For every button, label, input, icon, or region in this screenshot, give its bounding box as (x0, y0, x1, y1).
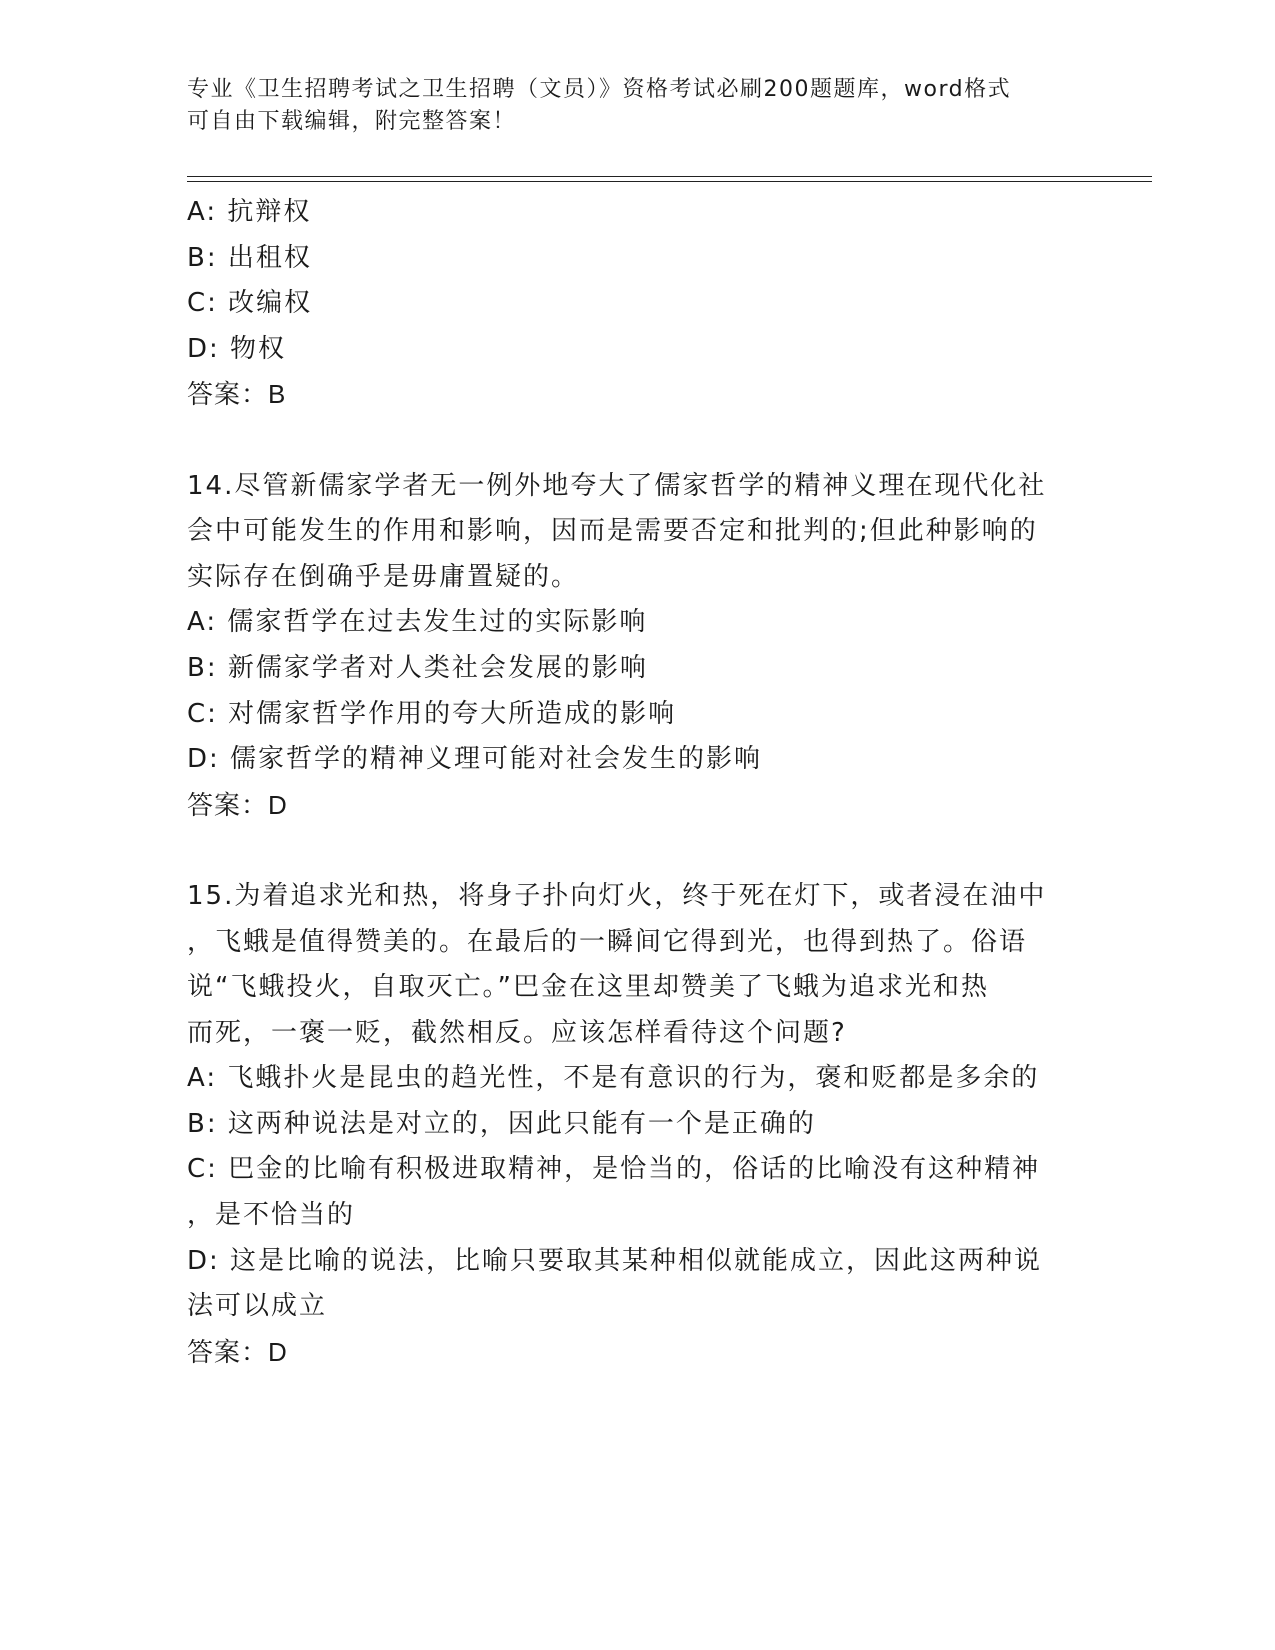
question-stem-line: 实际存在倒确乎是毋庸置疑的。 (187, 561, 580, 592)
question-15 (187, 874, 1087, 1376)
spacer (187, 828, 1087, 874)
header-line: 专业《卫生招聘考试之卫生招聘（文员）》资格考试必刷200题题库，word格式 (187, 77, 1012, 102)
option-d: D: 儒家哲学的精神义理可能对社会发生的影响 (187, 744, 763, 775)
question-stem-line: 说“飞蛾投火，自取灭亡。”巴金在这里却赞美了飞蛾为追求光和热 (187, 972, 989, 1003)
question-stem-line: 15.为着追求光和热，将身子扑向灯火，终于死在灯下，或者浸在油中 (187, 880, 1047, 911)
option-a: A: 抗辩权 (187, 197, 312, 227)
option-d: D: 这是比喻的说法，比喻只要取其某种相似就能成立，因此这两种说 (187, 1245, 1043, 1276)
question-content (187, 190, 1087, 1375)
spacer (187, 418, 1087, 464)
question-stem-line: 14.尽管新儒家学者无一例外地夸大了儒家哲学的精神义理在现代化社 (187, 470, 1047, 501)
option-a: A: 飞蛾扑火是昆虫的趋光性，不是有意识的行为，褒和贬都是多余的 (187, 1063, 1040, 1094)
option-c: C: 改编权 (187, 288, 313, 319)
option-b: B: 出租权 (187, 242, 312, 273)
question-stem-line: 而死，一褒一贬，截然相反。应该怎样看待这个问题? (187, 1017, 847, 1048)
answer: 答案：B (187, 379, 287, 410)
document-header (187, 74, 1087, 138)
answer: 答案：D (187, 1336, 288, 1367)
option-c: C: 巴金的比喻有积极进取精神，是恰当的，俗话的比喻没有这种精神 (187, 1154, 1041, 1185)
question-stem-line: 会中可能发生的作用和影响，因而是需要否定和批判的;但此种影响的 (187, 516, 1038, 547)
header-line: 可自由下载编辑，附完整答案！ (187, 109, 517, 134)
option-b: B: 新儒家学者对人类社会发展的影响 (187, 652, 648, 683)
option-c: C: 对儒家哲学作用的夸大所造成的影响 (187, 698, 677, 729)
option-c-continued: ，是不恰当的 (187, 1200, 356, 1231)
question-13 (187, 190, 1087, 418)
header-divider (187, 181, 1152, 182)
answer: 答案：D (187, 789, 288, 820)
question-stem-line: ，飞蛾是值得赞美的。在最后的一瞬间它得到光，也得到热了。俗语 (187, 926, 1028, 957)
option-a: A: 儒家哲学在过去发生过的实际影响 (187, 607, 648, 638)
option-d: D: 物权 (187, 333, 287, 364)
option-d-continued: 法可以成立 (187, 1291, 328, 1322)
question-14 (187, 464, 1087, 829)
header-divider (187, 176, 1152, 177)
option-b: B: 这两种说法是对立的，因此只能有一个是正确的 (187, 1108, 816, 1139)
